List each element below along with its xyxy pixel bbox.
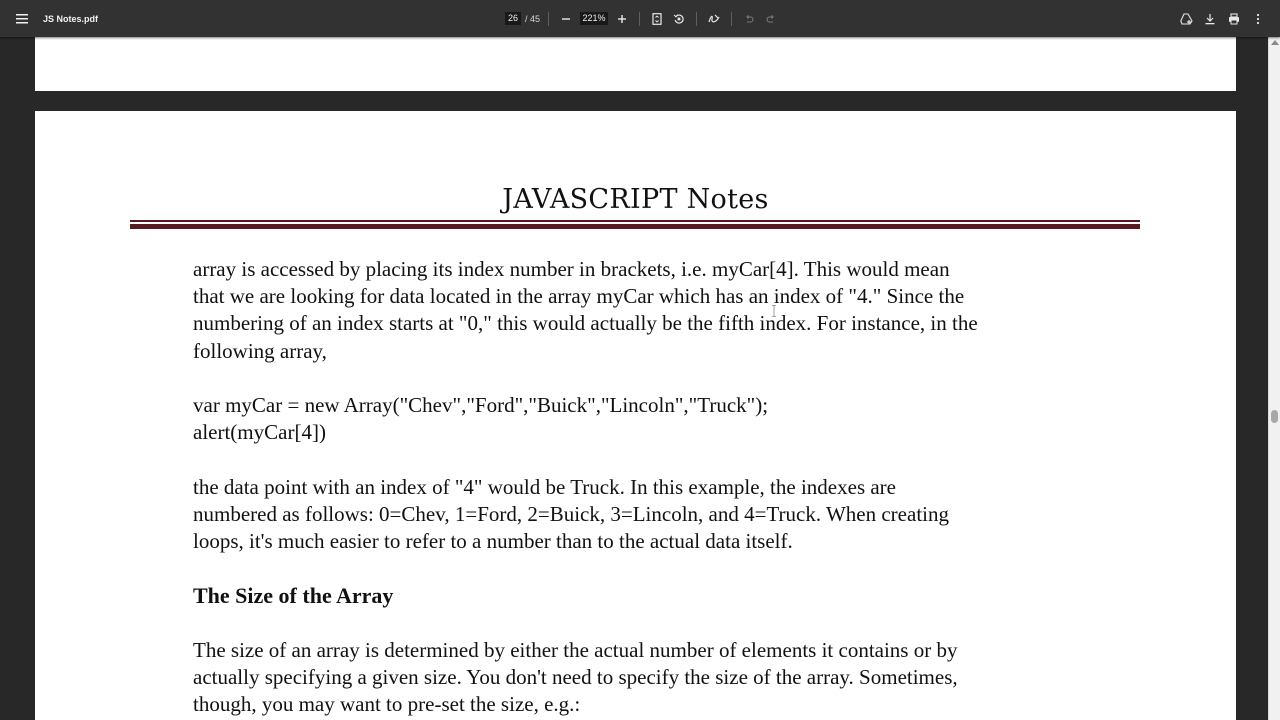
zoom-level-input[interactable]	[580, 12, 608, 25]
scrollbar-thumb[interactable]	[1271, 410, 1278, 423]
toolbar-divider	[548, 12, 549, 26]
toolbar-divider	[696, 12, 697, 26]
minus-icon	[561, 14, 571, 24]
print-icon	[1228, 13, 1240, 25]
toolbar-right	[1177, 0, 1267, 37]
plus-icon	[617, 14, 627, 24]
text-line: loops, it's much easier to refer to a number than to the actual data itself.	[193, 529, 793, 553]
paragraph-array-indexing	[193, 256, 1093, 365]
redo-icon	[766, 14, 776, 24]
page-header-title: JAVASCRIPT Notes	[502, 184, 769, 215]
rotate-button[interactable]	[670, 10, 688, 28]
paragraph-index-explanation	[193, 474, 1093, 556]
more-vert-icon	[1256, 13, 1260, 25]
document-title: JS Notes.pdf	[43, 13, 99, 24]
section-heading: The Size of the Array	[193, 583, 394, 609]
add-to-drive-button[interactable]	[1177, 10, 1195, 28]
pdf-page-previous	[35, 37, 1236, 91]
header-rule-thick	[130, 224, 1140, 229]
text-line: array is accessed by placing its index number in brackets, i.e. myCar[4]. This would mean	[193, 257, 950, 281]
toolbar-center	[505, 0, 780, 37]
text-line: though, you may want to pre-set the size, e.g.:	[193, 692, 581, 717]
page-total: / 45	[525, 13, 541, 24]
more-options-button[interactable]	[1249, 10, 1267, 28]
text-cursor-icon	[771, 305, 777, 317]
fit-page-icon	[652, 13, 662, 25]
undo-button[interactable]	[740, 10, 758, 28]
add-to-drive-icon	[1180, 13, 1193, 25]
text-line: the data point with an index of "4" would be Truck. In this example, the indexes are	[193, 474, 896, 499]
zoom-out-button[interactable]	[557, 10, 575, 28]
code-example	[193, 392, 1093, 446]
text-line: following array,	[193, 338, 327, 363]
download-button[interactable]	[1201, 10, 1219, 28]
scroll-up-arrow-icon[interactable]	[1271, 40, 1279, 45]
fit-page-button[interactable]	[648, 10, 666, 28]
code-line: var myCar = new Array("Chev","Ford","Buick","Lincoln","Truck");	[193, 393, 769, 417]
download-icon	[1204, 13, 1216, 25]
code-line: alert(myCar[4])	[193, 420, 326, 445]
text-line: numbering of an index starts at "0," this would actually be the fifth index. For instance, in the	[193, 311, 978, 336]
annotate-button[interactable]	[705, 10, 723, 28]
toolbar-divider	[639, 12, 640, 26]
hamburger-menu-icon[interactable]	[12, 9, 32, 29]
rotate-icon	[673, 13, 685, 25]
draw-icon	[708, 13, 720, 25]
zoom-in-button[interactable]	[613, 10, 631, 28]
redo-button[interactable]	[762, 10, 780, 28]
page-number-input[interactable]	[505, 12, 521, 25]
toolbar-divider	[731, 12, 732, 26]
pdf-page-current	[35, 111, 1236, 720]
page-body-text	[193, 256, 1093, 720]
header-rule-thin	[130, 220, 1140, 222]
text-line: numbered as follows: 0=Chev, 1=Ford, 2=Buick, 3=Lincoln, and 4=Truck. When creating	[193, 501, 949, 526]
toolbar-left	[12, 0, 98, 37]
print-button[interactable]	[1225, 10, 1243, 28]
paragraph-array-size	[193, 637, 1093, 719]
text-line: actually specifying a given size. You don't need to specify the size of the array. Sometimes,	[193, 664, 958, 689]
vertical-scrollbar[interactable]	[1268, 37, 1280, 720]
pdf-toolbar	[0, 0, 1280, 37]
undo-icon	[744, 14, 754, 24]
pdf-viewer[interactable]	[0, 37, 1268, 720]
text-line: that we are looking for data located in the array myCar which has an index of "4." Since the	[193, 284, 965, 309]
text-line: The size of an array is determined by either the actual number of elements it contains or by	[193, 637, 958, 662]
